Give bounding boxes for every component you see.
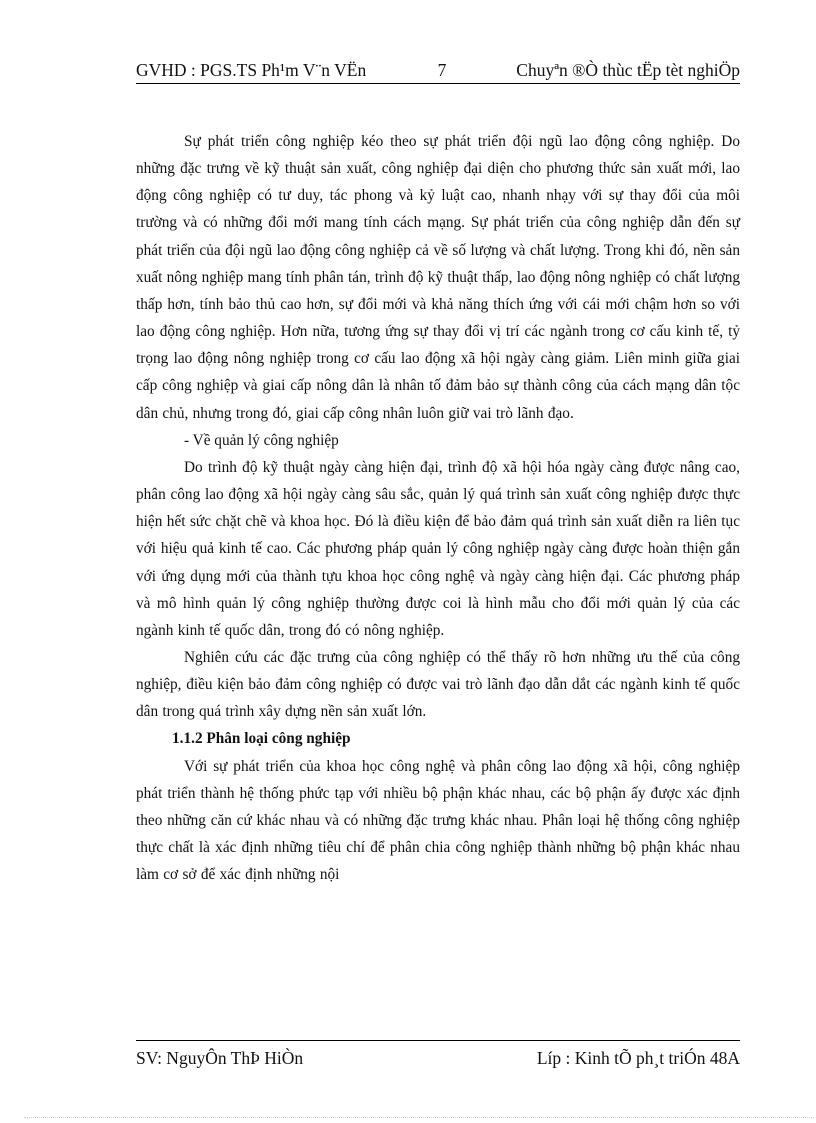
section-heading-1-1-2: 1.1.2 Phân loại công nghiệp xyxy=(172,730,351,748)
page-header xyxy=(136,57,740,84)
list-item-management: - Về quản lý công nghiệp xyxy=(184,431,339,449)
paragraph-workforce: Sự phát triển công nghiệp kéo theo sự phát triển đội ngũ lao động công nghiệp. Do những đặc trưng về kỹ thuật sản xuất, công nghiệp đại diện cho phương thức sản xuất mới, lao động công nghiệp có tư duy, tác phong và kỷ luật cao, nhanh nhạy với sự thay đổi của môi trường và có những đổi mới mang tính cách mạng. Sự phát triển của công nghiệp dẫn đến sự phát triển của đội ngũ lao động công nghiệp cả về số lượng và chất lượng. Trong khi đó, nền sản xuất nông nghiệp mang tính phân tán, trình độ kỹ thuật thấp, lao động nông nghiệp có chất lượng thấp hơn, tính bảo thủ cao hơn, sự đổi mới và khả năng thích ứng với cái mới chậm hơn so với lao động công nghiệp. Hơn nữa, tương ứng sự thay đổi vị trí các ngành trong cơ cấu kinh tế, tỷ trọng lao động nông nghiệp trong cơ cấu lao động xã hội ngày càng giảm. Liên minh giữa giai cấp công nghiệp và giai cấp nông dân là nhân tố đảm bảo sự thành công của cách mạng dân tộc dân chủ, nhưng trong đó, giai cấp công nhân luôn giữ vai trò lãnh đạo. xyxy=(136,133,741,422)
paragraph-characteristics: Nghiên cứu các đặc trưng của công nghiệp có thể thấy rõ hơn những ưu thế của công nghiệp, điều kiện bảo đảm công nghiệp có được vai trò lãnh đạo dẫn dắt các ngành kinh tế quốc dân trong quá trình xây dựng nền sản xuất lớn. xyxy=(136,648,740,721)
page-body xyxy=(136,128,740,888)
header-supervisor: GVHD : PGS.TS Ph¹m V¨n VËn xyxy=(136,60,367,80)
paragraph-management: Do trình độ kỹ thuật ngày càng hiện đại, trình độ xã hội hóa ngày càng được nâng cao, phân công lao động xã hội ngày càng sâu sắc, quản lý quá trình sản xuất công nghiệp được thực hiện hết sức chặt chẽ và khoa học. Đó là điều kiện để bảo đảm quá trình sản xuất diễn ra liên tục với hiệu quả kinh tế cao. Các phương pháp quản lý công nghiệp ngày càng được hoàn thiện gắn với ứng dụng mới của thành tựu khoa học công nghệ và ngày càng hiện đại. Các phương pháp và mô hình quản lý công nghiệp thường được coi là hình mẫu cho đổi mới quản lý của các ngành kinh tế quốc dân, trong đó có nông nghiệp. xyxy=(136,458,740,639)
footer-student: SV: NguyÔn ThÞ HiÒn xyxy=(136,1048,304,1068)
paragraph-classification: Với sự phát triển của khoa học công nghệ và phân công lao động xã hội, công nghiệp phát triển thành hệ thống phức tạp với nhiều bộ phận khác nhau, các bộ phận ấy được xác định theo những căn cứ khác nhau và có những đặc trưng khác nhau. Phân loại hệ thống công nghiệp thực chất là xác định những tiêu chí để phân chia công nghiệp thành những bộ phận khác nhau làm cơ sở để xác định những nội xyxy=(136,757,740,884)
page-footer xyxy=(136,1040,740,1073)
page-bottom-dotted-rule xyxy=(24,1117,814,1118)
footer-class: Líp : Kinh tÕ ph¸t triÓn 48A xyxy=(536,1048,740,1068)
page-number: 7 xyxy=(437,60,447,80)
header-document-title: Chuyªn ®Ò thùc tËp tèt nghiÖp xyxy=(516,60,740,80)
